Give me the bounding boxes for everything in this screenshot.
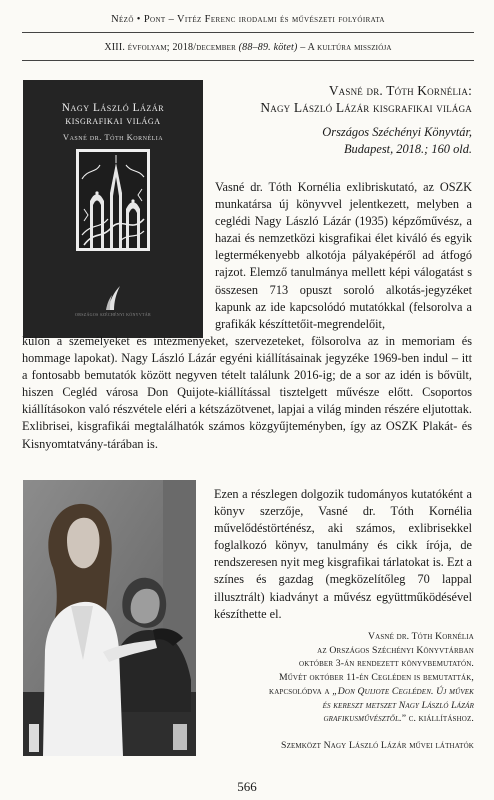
body-paragraph-1: Vasné dr. Tóth Kornélia exlibriskutató, az OSZK munkatársa új könyvvel jelentkezett, melyben a ceglédi Nagy László Lázár (1935) képzőművész, a hazai és nemzetközi kisgrafikai élet kiváló és egyik legtermékenyebb alkotója pályaképéről ad átfogó rajzot. Elemző tanulmánya mellett képi válogatást s összesen 713 opuszt soroló alkotás-jegyzéket kapunk az ide kapcsolódó mutatókkal (felsorolva a grafikák készíttetőit-megrendelőit, — [215, 180, 472, 331]
issue-volume: (88–89. kötet) — [238, 42, 298, 53]
body-paragraph-2: Ezen a részlegen dolgozik tudományos kutatóként a könyv szerzője, Vasné dr. Tóth Kornélia művelődéstörténész, aki számos, exlibrisekkel foglalkozó könyv, tanulmány és cikk írója, de rendszeresen nyit meg kisgrafikai tárlatokat is. Ezt a színes és gazdag (megközelítőleg 70 lappal illusztrált) kiadványt a művész együttműködésével készíthette el. — [214, 487, 472, 621]
article-source-line1: Országos Széchényi Könyvtár, — [322, 125, 472, 139]
caption-line6: és kereszt metszet Nagy László Lázár — [322, 699, 474, 711]
facing-page-caption: Szemközt Nagy László Lázár művei láthatók — [281, 740, 474, 751]
article-title-line1: Vasné dr. Tóth Kornélia: — [328, 83, 472, 98]
caption-line4: Művét október 11-én Cegléden is bemutatták, — [278, 672, 474, 684]
article-source-line2: Budapest, 2018.; 160 old. — [343, 142, 472, 156]
issue-prefix: XIII. évfolyam; 2018/december — [104, 42, 239, 53]
book-launch-photo — [23, 480, 196, 756]
issue-suffix: – A kultúra missziója — [297, 42, 392, 53]
issue-line — [22, 42, 474, 53]
page-number: 566 — [237, 779, 257, 794]
caption-line7-a: grafikusművésztől. — [323, 713, 402, 725]
article-title — [200, 82, 472, 116]
photo-caption — [200, 630, 474, 726]
caption-line7 — [200, 712, 474, 726]
caption-line2: az Országos Széchényi Könyvtárban — [317, 644, 474, 656]
cover-publisher: ORSZÁGOS SZÉCHÉNYI KÖNYVTÁR — [75, 312, 151, 317]
caption-line5-a: kapcsolódva a — [269, 685, 333, 697]
header-rule-bottom — [22, 60, 474, 61]
publisher-logo — [105, 285, 121, 311]
book-cover — [23, 80, 203, 338]
journal-header: Néző • Pont – Vitéz Ferenc irodalmi és művészeti folyóirata — [111, 14, 385, 25]
article-source — [200, 124, 472, 158]
body-paragraph-1-continued: külön a személyeket és intézményeket, szervezeteket, fölsorolva az in memoriam és hommage lapokat). Nagy László Lázár egyéni kiállításainak jegyzéke 1969-ben indul – itt a fontosabb bemutatók között negyven tételt találunk 2016-ig; de a sor az idén is bővült, hiszen Cegléd városa Don Quijote-kiállítással tisztelgett művésze előtt. Csoportos kiállításokon való részvétele eléri a kétszázötvenet, lapjai a világ minden részére eljutottak. Exlibrisei, kisgrafikái megtalálhatók számos közgyűjteményben, így az OSZK Plakát- és Kisnyomtatvány-tárában is. — [22, 334, 472, 451]
caption-line3: október 3-án rendezett könyvbemutatón. — [299, 658, 474, 670]
cover-title-line1: Nagy László Lázár — [61, 102, 165, 114]
article-title-line2: Nagy László Lázár kisgrafikai világa — [260, 100, 472, 115]
header-rule — [22, 32, 474, 33]
woodcut-church-illustration — [76, 149, 150, 251]
cover-title-line2: kisgrafikai világa — [65, 115, 161, 127]
cover-author: Vasné dr. Tóth Kornélia — [62, 132, 164, 142]
caption-line7-b: ” c. kiállításhoz. — [401, 713, 474, 725]
cover-title — [23, 102, 203, 128]
caption-line5 — [200, 685, 474, 699]
caption-line5-b: „Don Quijote Cegléden. Új művek — [332, 685, 474, 697]
caption-line1: Vasné dr. Tóth Kornélia — [368, 631, 474, 642]
